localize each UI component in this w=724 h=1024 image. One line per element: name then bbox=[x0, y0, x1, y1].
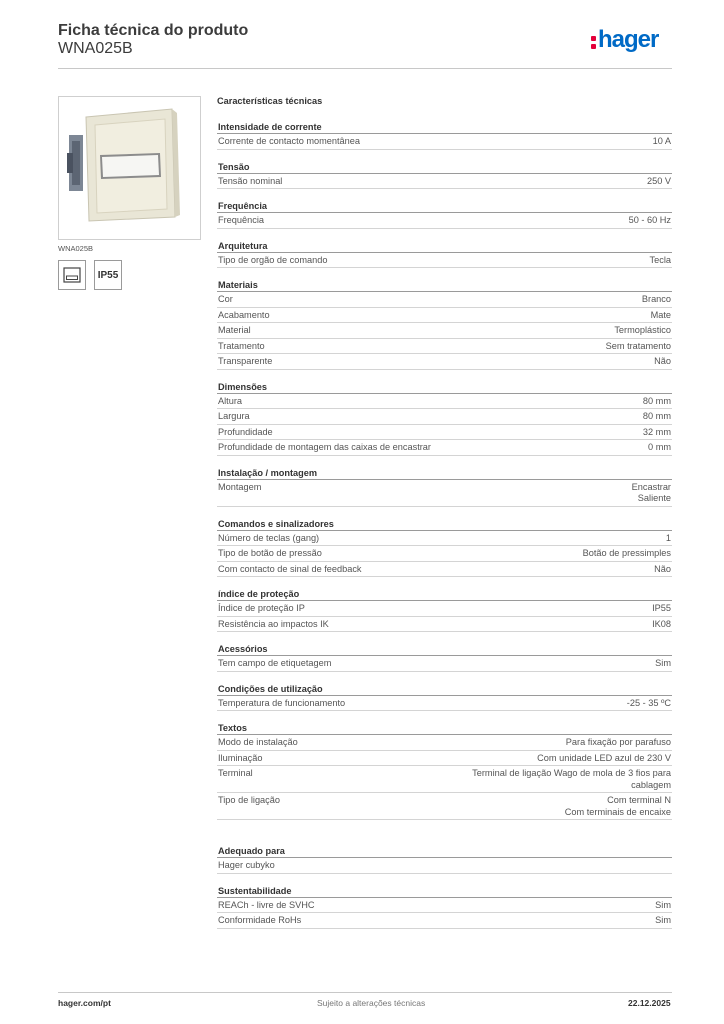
spec-row bbox=[217, 913, 672, 929]
spec-group bbox=[217, 120, 672, 150]
spec-value: IK08 bbox=[652, 618, 671, 629]
spec-groups bbox=[217, 120, 672, 929]
spec-row bbox=[217, 531, 672, 547]
spec-value: Terminal de ligação Wago de mola de 3 fios para cablagem bbox=[472, 768, 671, 790]
spec-row bbox=[217, 617, 672, 633]
spec-label: Com contacto de sinal de feedback bbox=[218, 563, 362, 574]
spec-value: Sim bbox=[655, 658, 671, 668]
spec-row bbox=[217, 354, 672, 370]
spacer bbox=[217, 830, 672, 844]
spec-group bbox=[217, 884, 672, 929]
spec-row bbox=[217, 696, 672, 712]
spec-group bbox=[217, 380, 672, 456]
spec-label: Índice de proteção IP bbox=[218, 603, 305, 613]
spec-group-heading: Sustentabilidade bbox=[217, 884, 672, 898]
spec-group bbox=[217, 517, 672, 578]
spec-group-heading: Dimensões bbox=[217, 380, 672, 394]
spec-label: Corrente de contacto momentânea bbox=[218, 136, 360, 146]
spec-row bbox=[217, 308, 672, 324]
spec-label: Profundidade de montagem das caixas de encastrar bbox=[218, 442, 431, 452]
document-title: Ficha técnica do produto bbox=[58, 22, 249, 39]
specs-title: Características técnicas bbox=[217, 96, 323, 106]
spec-group-heading: Materiais bbox=[217, 278, 672, 292]
spec-label: Tipo de orgão de comando bbox=[218, 254, 328, 265]
spec-label: Cor bbox=[218, 294, 233, 304]
spec-row bbox=[217, 213, 672, 229]
spec-group bbox=[217, 844, 672, 874]
spec-row bbox=[217, 601, 672, 617]
spec-group bbox=[217, 721, 672, 820]
spec-label: Altura bbox=[218, 395, 243, 406]
spec-label: Tensão nominal bbox=[218, 175, 283, 186]
spec-label: Tipo de botão de pressão bbox=[218, 548, 322, 558]
spec-label: Profundidade bbox=[218, 426, 273, 437]
spec-row bbox=[217, 793, 672, 820]
spec-label: Material bbox=[218, 325, 251, 335]
spec-value: Branco bbox=[641, 294, 671, 304]
spec-row bbox=[217, 134, 672, 150]
spec-value: 0 mm bbox=[648, 442, 671, 452]
spec-label: Acabamento bbox=[218, 309, 270, 320]
spec-value: 1 bbox=[665, 532, 671, 543]
label-field-icon bbox=[63, 267, 81, 283]
spec-row bbox=[217, 323, 672, 339]
header-divider bbox=[58, 68, 672, 69]
spec-value: Encastrar Saliente bbox=[631, 481, 671, 503]
spec-group-heading: Acessórios bbox=[217, 642, 672, 656]
spec-value: 50 - 60 Hz bbox=[628, 215, 671, 225]
spec-value: Mate bbox=[650, 309, 671, 320]
spec-group-heading: índice de proteção bbox=[217, 587, 672, 601]
spec-group bbox=[217, 682, 672, 712]
spec-row bbox=[217, 253, 672, 269]
spec-value: 80 mm bbox=[642, 395, 671, 406]
spec-row bbox=[217, 562, 672, 578]
switch-illustration bbox=[59, 97, 200, 239]
spec-row bbox=[217, 174, 672, 190]
hager-logo bbox=[591, 27, 658, 57]
spec-label: Largura bbox=[218, 411, 250, 421]
spec-label: Modo de instalação bbox=[218, 737, 298, 747]
spec-label: Conformidade RoHs bbox=[218, 915, 302, 925]
spec-value: 80 mm bbox=[642, 411, 671, 421]
spec-label: Frequência bbox=[218, 215, 264, 225]
spec-value: Não bbox=[654, 356, 671, 366]
spec-group bbox=[217, 587, 672, 632]
spec-group bbox=[217, 160, 672, 190]
spec-row bbox=[217, 898, 672, 914]
spec-label: REACh - livre de SVHC bbox=[218, 899, 315, 910]
spec-label: Tipo de ligação bbox=[218, 795, 280, 805]
spec-value: Sim bbox=[655, 899, 671, 910]
spec-value: Para fixação por parafuso bbox=[565, 737, 671, 747]
spec-row bbox=[217, 656, 672, 672]
spec-row bbox=[217, 766, 672, 793]
spec-group-heading: Intensidade de corrente bbox=[217, 120, 672, 134]
spec-label: Hager cubyko bbox=[218, 860, 275, 870]
spec-group bbox=[217, 239, 672, 269]
footer-divider bbox=[58, 992, 672, 993]
product-code: WNA025B bbox=[58, 40, 133, 57]
spec-group-heading: Comandos e sinalizadores bbox=[217, 517, 672, 531]
technical-specs bbox=[217, 96, 672, 939]
spec-row bbox=[217, 409, 672, 425]
ip-rating-badge: IP55 bbox=[94, 260, 122, 290]
spec-value: Tecla bbox=[649, 254, 671, 265]
spec-row bbox=[217, 480, 672, 507]
spec-value: Com terminal N Com terminais de encaixe bbox=[564, 795, 671, 817]
spec-label: Tem campo de etiquetagem bbox=[218, 658, 332, 668]
spec-label: Terminal bbox=[218, 768, 253, 778]
spec-value: IP55 bbox=[652, 603, 671, 613]
spec-value: 250 V bbox=[646, 175, 671, 186]
spec-group-heading: Frequência bbox=[217, 199, 672, 213]
spec-label: Montagem bbox=[218, 481, 262, 492]
spec-group bbox=[217, 278, 672, 370]
spec-row bbox=[217, 546, 672, 562]
spec-group-heading: Textos bbox=[217, 721, 672, 735]
footer-notice: Sujeito a alterações técnicas bbox=[317, 998, 426, 1008]
spec-row bbox=[217, 339, 672, 355]
spec-value: Sim bbox=[655, 915, 671, 925]
spec-value: 32 mm bbox=[642, 426, 671, 437]
spec-group-heading: Arquitetura bbox=[217, 239, 672, 253]
spec-value: Botão de pressimples bbox=[582, 548, 671, 558]
spec-group-heading: Tensão bbox=[217, 160, 672, 174]
spec-value: Termoplástico bbox=[614, 325, 671, 335]
spec-label: Transparente bbox=[218, 356, 273, 366]
logo-wordmark: hager bbox=[598, 26, 659, 53]
spec-label: Número de teclas (gang) bbox=[218, 532, 320, 543]
label-field-badge bbox=[58, 260, 86, 290]
spec-value: Não bbox=[654, 563, 671, 574]
spec-group bbox=[217, 199, 672, 229]
spec-label: Iluminação bbox=[218, 752, 263, 763]
spec-row bbox=[217, 858, 672, 874]
spec-row bbox=[217, 751, 672, 767]
spec-label: Temperatura de funcionamento bbox=[218, 697, 346, 708]
footer-website: hager.com/pt bbox=[58, 998, 111, 1008]
spec-group-heading: Instalação / montagem bbox=[217, 466, 672, 480]
spec-row bbox=[217, 735, 672, 751]
spec-value: Com unidade LED azul de 230 V bbox=[537, 752, 671, 763]
spec-value: 10 A bbox=[652, 136, 671, 146]
spec-row bbox=[217, 394, 672, 410]
spec-group-heading: Condições de utilização bbox=[217, 682, 672, 696]
spec-row bbox=[217, 440, 672, 456]
image-caption: WNA025B bbox=[58, 244, 94, 253]
spec-label: Resistência ao impactos IK bbox=[218, 618, 329, 629]
product-image bbox=[58, 96, 201, 240]
footer-date: 22.12.2025 bbox=[628, 998, 671, 1008]
spec-group-heading: Adequado para bbox=[217, 844, 672, 858]
spec-value: Sem tratamento bbox=[605, 340, 671, 351]
spec-value: -25 - 35 ºC bbox=[626, 697, 671, 708]
spec-row bbox=[217, 292, 672, 308]
spec-row bbox=[217, 425, 672, 441]
spec-group bbox=[217, 466, 672, 507]
spec-group bbox=[217, 642, 672, 672]
spec-label: Tratamento bbox=[218, 340, 265, 351]
logo-dots-icon bbox=[591, 36, 596, 49]
